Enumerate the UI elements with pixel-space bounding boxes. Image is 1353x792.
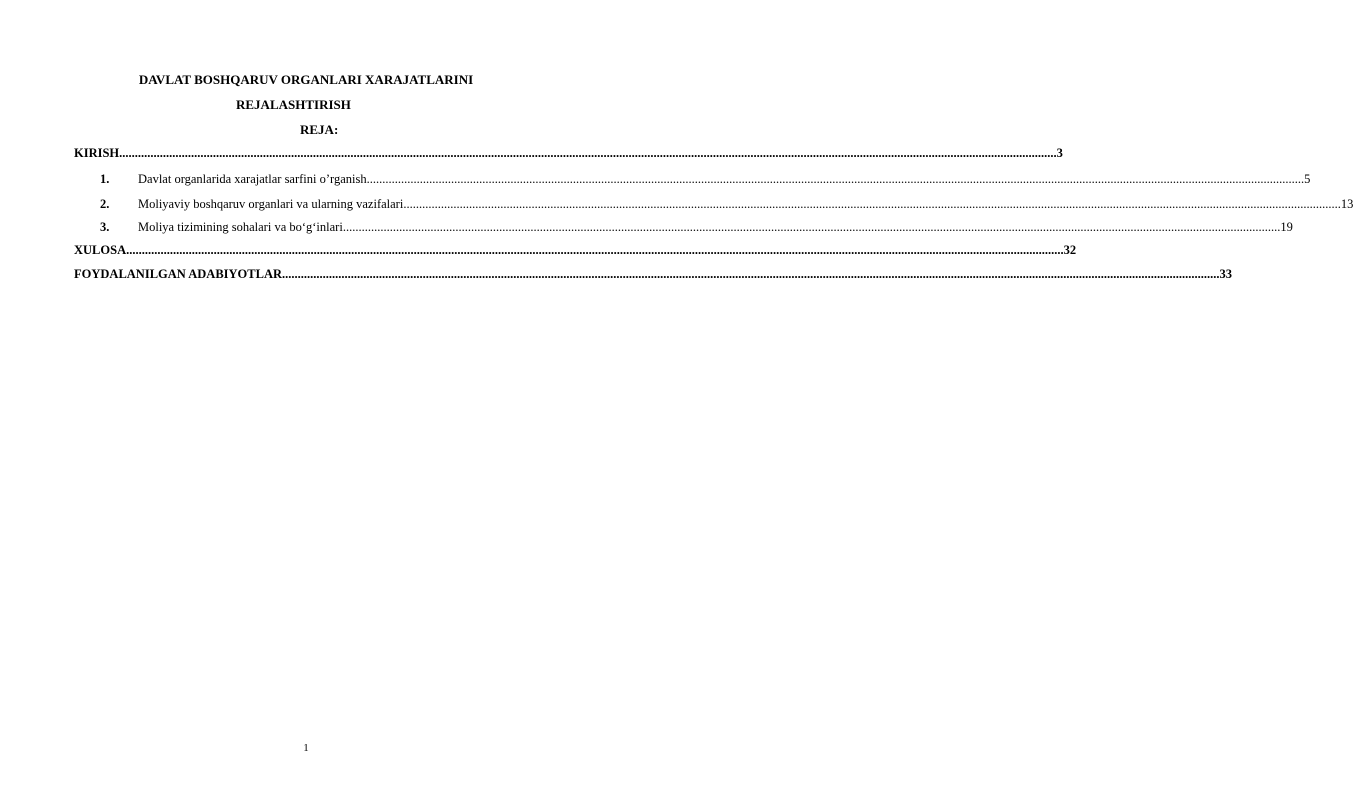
toc-entry-label-wrap: [100, 220, 343, 235]
toc-entry-kirish: [74, 146, 1063, 161]
toc-leader-dots: ............................................................................................................................................................................................................................................................................................................: [126, 243, 1064, 257]
document-title-line-2: REJALASHTIRISH: [236, 97, 351, 112]
toc-entry-number: 1.: [100, 172, 110, 186]
toc-entry-page: 33: [1219, 267, 1233, 281]
toc-entry-label-wrap: [100, 172, 367, 187]
document-title-line-1: DAVLAT BOSHQARUV ORGANLARI XARAJATLARINI: [138, 72, 474, 87]
toc-entry-xulosa: [74, 243, 1077, 258]
toc-entry-page: 5: [1304, 172, 1311, 186]
toc-leader-dots: ............................................................................................................................................................................................................................................................................................................: [366, 172, 1305, 186]
toc-entry-number: 3.: [100, 220, 110, 234]
toc-entry-label: FOYDALANILGAN ADABIYOTLAR: [74, 267, 283, 281]
toc-entry-2: [100, 197, 1353, 212]
toc-entry-label: Davlat organlarida xarajatlar sarfini o’rganish: [138, 172, 367, 186]
toc-entry-1: [100, 172, 1311, 187]
toc-entry-label: Moliya tizimining sohalari va bo‘g‘inlari: [138, 220, 343, 234]
toc-leader-dots: ............................................................................................................................................................................................................................................................................................................: [342, 220, 1281, 234]
toc-leader-dots: ............................................................................................................................................................................................................................................................................................................: [403, 197, 1341, 211]
toc-entry-label: XULOSA: [74, 243, 127, 257]
toc-entry-page: 3: [1056, 146, 1063, 160]
toc-entry-label: Moliyaviy boshqaruv organlari va ularning vazifalari: [138, 197, 404, 211]
toc-leader-dots: ............................................................................................................................................................................................................................................................................................................: [119, 146, 1057, 160]
toc-entry-number: 2.: [100, 197, 110, 211]
toc-entry-page: 32: [1063, 243, 1077, 257]
toc-entry-page: 13: [1340, 197, 1353, 211]
toc-entry-3: [100, 220, 1293, 235]
plan-heading: REJA:: [300, 122, 339, 137]
toc-entry-label-wrap: [100, 197, 403, 212]
toc-entry-label: KIRISH: [74, 146, 120, 160]
toc-leader-dots: ............................................................................................................................................................................................................................................................................................................: [282, 267, 1220, 281]
toc-entry-foydalanilgan-adabiyotlar: [74, 267, 1233, 282]
toc-entry-page: 19: [1280, 220, 1293, 234]
page-number: 1: [303, 742, 309, 754]
